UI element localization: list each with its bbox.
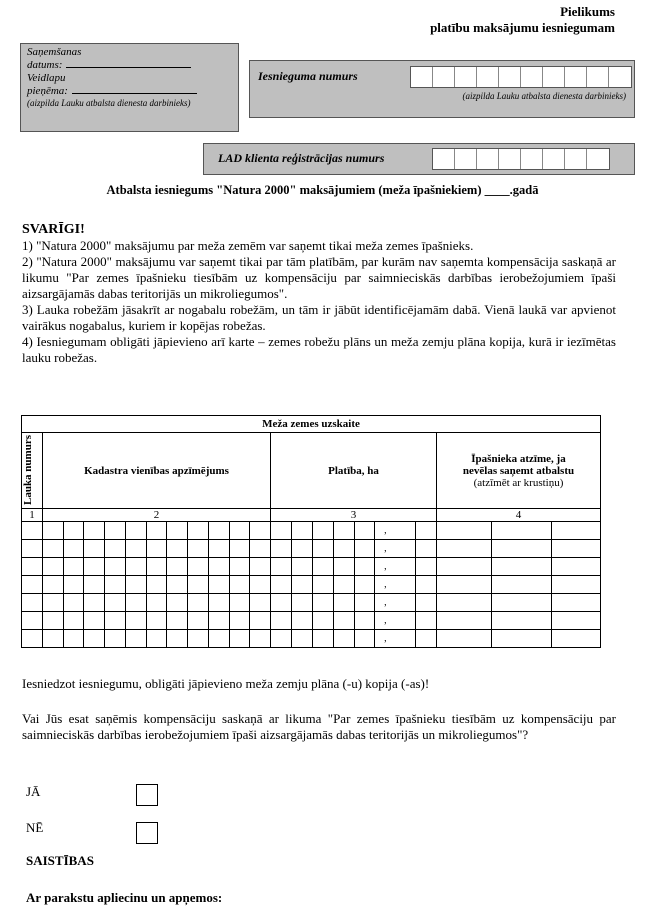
owner-mark-cells[interactable]	[437, 558, 601, 576]
col-header-field-number: Lauka numurs	[22, 433, 43, 509]
compensation-question: Vai Jūs esat saņēmis kompensāciju saskaņā ar likuma "Par zemes īpašnieku tiesībām uz kompensāciju par saimnieciskās darbības ierobežojumiem īpaši aizsargājamās dabas teritorijās un mikroliegumos"?	[22, 711, 616, 742]
area-cells[interactable]	[271, 522, 437, 540]
field-number-cell[interactable]	[22, 630, 43, 648]
receipt-acceptor-label: Veidlapu	[27, 72, 66, 84]
appendix-subtitle: platību maksājumu iesniegumam	[430, 20, 615, 35]
appendix-header	[430, 4, 615, 36]
col-number-3: 3	[271, 509, 437, 522]
area-cells[interactable]	[271, 540, 437, 558]
option-yes-label: JĀ	[26, 784, 41, 799]
important-item-2: 2) "Natura 2000" maksājumu var saņemt tikai par tām platībām, par kurām nav saņemta kompensācija saskaņā ar likumu "Par zemes īpašnieku tiesībām uz kompensāciju par saimnieciskās darbības ierobežojumiem īpaši aizsargājamās dabas teritorijās un mikroliegumos".	[22, 254, 616, 301]
field-number-cell[interactable]	[22, 612, 43, 630]
field-number-cell[interactable]	[22, 558, 43, 576]
col-number-4: 4	[437, 509, 601, 522]
owner-mark-cells[interactable]	[437, 630, 601, 648]
receipt-note: (aizpilda Lauku atbalsta dienesta darbinieks)	[27, 98, 191, 108]
application-number-note: (aizpilda Lauku atbalsta dienesta darbinieks)	[462, 91, 626, 101]
owner-mark-cells[interactable]	[437, 522, 601, 540]
receipt-acceptor-label2: pieņēma:	[27, 85, 68, 97]
cadastre-cells[interactable]	[43, 522, 271, 540]
table-row	[22, 612, 601, 630]
important-item-4: 4) Iesniegumam obligāti jāpievieno arī karte – zemes robežu plāns un meža zemju plāna kopija, kurā ir iezīmētas lauku robežas.	[22, 334, 616, 365]
receipt-date-field[interactable]	[66, 67, 191, 68]
owner-mark-cells[interactable]	[437, 540, 601, 558]
form-title: Atbalsta iesniegums "Natura 2000" maksājumiem (meža īpašniekiem) ____.gadā	[106, 183, 539, 197]
col-header-area: Platība, ha	[271, 433, 437, 509]
table-row	[22, 630, 601, 648]
area-cells[interactable]	[271, 630, 437, 648]
table-row	[22, 522, 601, 540]
option-yes-checkbox[interactable]	[136, 784, 158, 806]
field-number-cell[interactable]	[22, 576, 43, 594]
table-row	[22, 576, 601, 594]
area-cells[interactable]	[271, 594, 437, 612]
decimal-separator: ,	[384, 543, 387, 554]
field-number-cell[interactable]	[22, 594, 43, 612]
area-cells[interactable]	[271, 612, 437, 630]
decimal-separator: ,	[384, 561, 387, 572]
cadastre-cells[interactable]	[43, 576, 271, 594]
appendix-title: Pielikums	[560, 4, 615, 19]
area-cells[interactable]	[271, 558, 437, 576]
receipt-box	[20, 43, 239, 132]
lad-client-box	[203, 143, 635, 175]
option-no-checkbox[interactable]	[136, 822, 158, 844]
important-heading: SVARĪGI!	[22, 222, 85, 237]
decimal-separator: ,	[384, 525, 387, 536]
attach-note: Iesniedzot iesniegumu, obligāti jāpievieno meža zemju plāna (-u) kopija (-as)!	[22, 676, 430, 691]
receipt-acceptor-field[interactable]	[72, 93, 197, 94]
cadastre-cells[interactable]	[43, 594, 271, 612]
important-item-3: 3) Lauka robežām jāsakrīt ar nogabalu robežām, un tām ir jābūt identificējamām dabā. Vienā laukā var apvienot vairākus nogabalus, kuriem ir kopējas robežas.	[22, 302, 616, 333]
decimal-separator: ,	[384, 579, 387, 590]
cadastre-cells[interactable]	[43, 630, 271, 648]
col-number-1: 1	[22, 509, 43, 522]
area-cells[interactable]	[271, 576, 437, 594]
cadastre-cells[interactable]	[43, 540, 271, 558]
col-header-owner-mark: Īpašnieka atzīme, ja nevēlas saņemt atbalstu (atzīmēt ar krustiņu)	[437, 433, 601, 509]
col-header-cadastre: Kadastra vienības apzīmējums	[43, 433, 271, 509]
important-section	[22, 222, 616, 366]
lad-client-label: LAD klienta reģistrācijas numurs	[218, 151, 385, 165]
owner-mark-cells[interactable]	[437, 576, 601, 594]
table-row	[22, 594, 601, 612]
option-no-label: NĒ	[26, 820, 44, 835]
owner-mark-cells[interactable]	[437, 594, 601, 612]
forest-land-table	[21, 415, 601, 648]
table-row	[22, 558, 601, 576]
field-number-cell[interactable]	[22, 522, 43, 540]
lad-client-cells[interactable]	[432, 148, 610, 170]
receipt-date-label2: datums:	[27, 59, 63, 71]
cadastre-cells[interactable]	[43, 558, 271, 576]
col-number-2: 2	[43, 509, 271, 522]
table-row	[22, 540, 601, 558]
application-number-box	[249, 60, 635, 118]
important-item-1: 1) "Natura 2000" maksājumu par meža zemēm var saņemt tikai meža zemes īpašnieks.	[22, 238, 474, 253]
obligations-heading: SAISTĪBAS	[26, 853, 94, 868]
decimal-separator: ,	[384, 615, 387, 626]
table-title: Meža zemes uzskaite	[22, 416, 601, 433]
decimal-separator: ,	[384, 597, 387, 608]
field-number-cell[interactable]	[22, 540, 43, 558]
receipt-date-label: Saņemšanas	[27, 46, 82, 58]
application-number-label: Iesnieguma numurs	[258, 69, 358, 83]
obligations-subheading: Ar parakstu apliecinu un apņemos:	[26, 890, 223, 905]
decimal-separator: ,	[384, 633, 387, 644]
application-number-cells[interactable]	[410, 66, 632, 88]
owner-mark-cells[interactable]	[437, 612, 601, 630]
cadastre-cells[interactable]	[43, 612, 271, 630]
